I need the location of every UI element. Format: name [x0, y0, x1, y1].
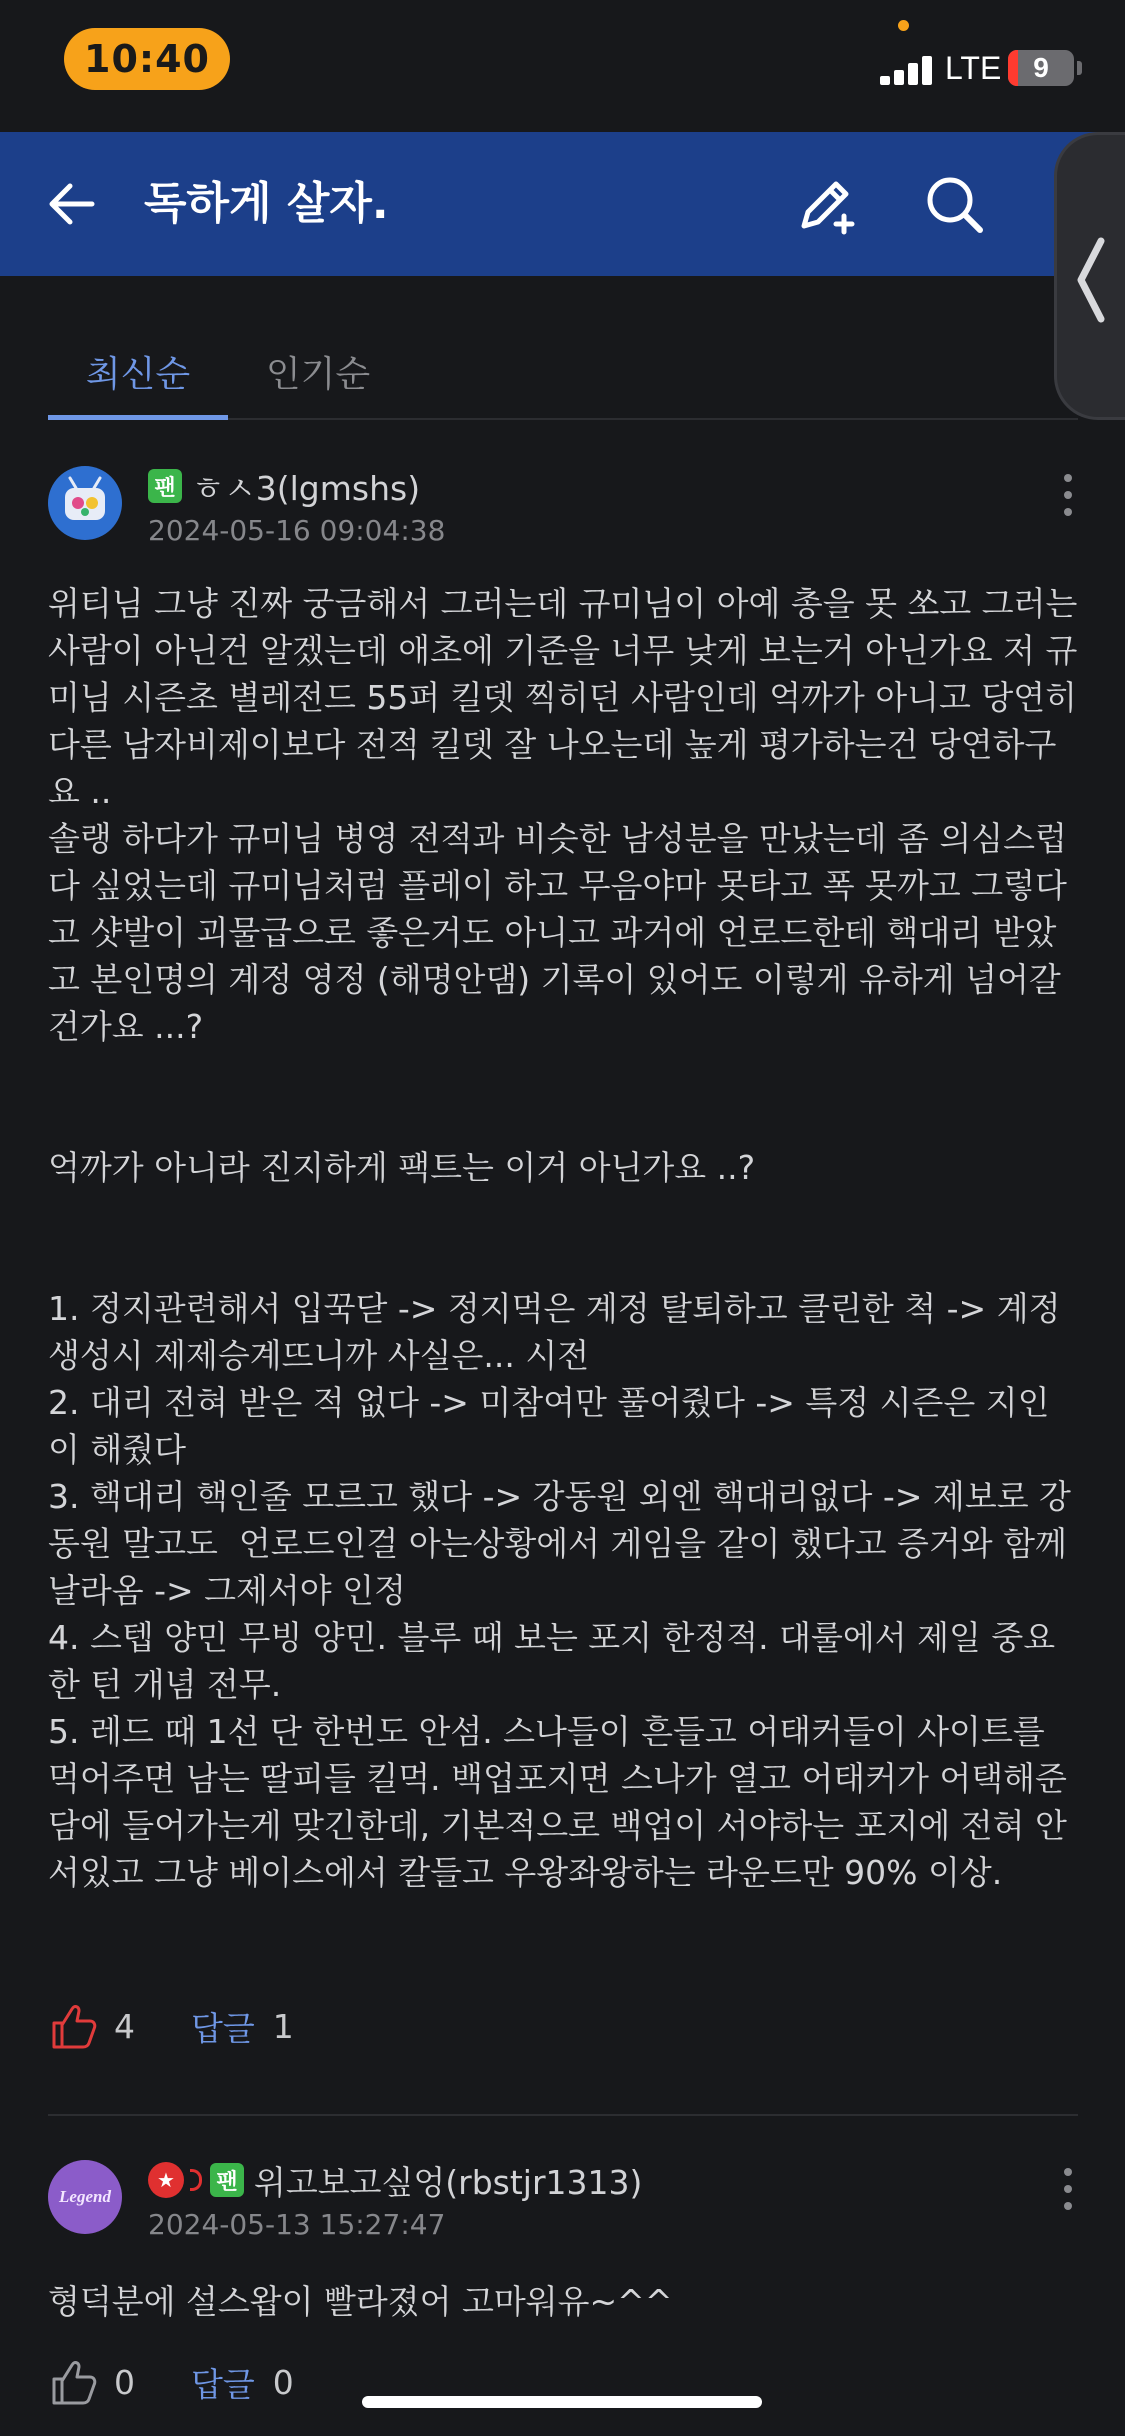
search-button[interactable] — [918, 168, 990, 240]
search-icon — [918, 168, 990, 240]
comment-text: 형덕분에 설스왑이 빨라졌어 고마워유~^^ — [48, 2282, 673, 2321]
comment-date: 2024-05-16 09:04:38 — [148, 514, 446, 547]
comment-item — [48, 2160, 1078, 2360]
reply-count: 1 — [272, 2006, 294, 2046]
reply-button[interactable]: 답글 — [191, 2008, 255, 2048]
page-title: 독하게 살자. — [144, 178, 389, 229]
cellular-signal-icon — [880, 55, 940, 85]
home-indicator[interactable] — [362, 2396, 762, 2408]
avatar[interactable] — [48, 2160, 122, 2234]
thumbs-up-icon[interactable] — [48, 2357, 98, 2407]
privacy-indicator-dot — [898, 20, 909, 31]
avatar[interactable] — [48, 466, 122, 540]
tab-popular[interactable]: 인기순 — [265, 354, 371, 395]
comment-actions — [48, 2354, 294, 2410]
app-header — [0, 132, 1125, 276]
reply-button[interactable]: 답글 — [191, 2364, 255, 2404]
thumbs-up-icon[interactable] — [48, 2001, 98, 2051]
more-options-button[interactable] — [1058, 474, 1078, 524]
avatar-legend-text: Legend — [59, 2187, 111, 2206]
like-count: 4 — [114, 2006, 135, 2046]
more-options-button[interactable] — [1058, 2168, 1078, 2218]
comment-author[interactable] — [148, 466, 420, 506]
arrow-left-icon — [40, 172, 104, 236]
username: ㅎㅅ3(lgmshs) — [192, 468, 421, 508]
pencil-plus-icon — [790, 168, 862, 240]
battery-level: 9 — [1033, 52, 1049, 83]
status-time: 10:40 — [64, 28, 230, 90]
cup-handle-icon — [190, 2169, 202, 2191]
tv-character-icon — [48, 466, 122, 540]
status-bar — [0, 0, 1125, 132]
chevron-left-icon — [1071, 235, 1111, 325]
fan-badge: 팬 — [210, 2163, 244, 2197]
network-type: LTE — [945, 50, 1002, 86]
star-badge-icon: ★ — [148, 2162, 184, 2198]
write-button[interactable] — [790, 168, 862, 240]
fan-badge: 팬 — [148, 469, 182, 503]
battery-tip — [1077, 61, 1082, 75]
sort-tabs — [48, 330, 1078, 420]
username: 위고보고싶엉(rbstjr1313) — [254, 2162, 643, 2202]
tab-latest[interactable]: 최신순 — [48, 346, 228, 420]
comment-text: 위티님 그냥 진짜 궁금해서 그러는데 규미님이 아예 총을 못 쏘고 그러는 사람이 아닌건 알겠는데 애초에 기준을 너무 낮게 보는거 아닌가요 저 규미님 시즌초 별레전드 55퍼 킬뎃 찍히던 사람인데 억까가 아니고 당연히 다른 남자비제이보다 전적 킬뎃 잘 나오는데 높게 평가하는건 당연하구요 .. 솔랭 하다가 규미님 병영 전적과 비슷한 남성분을 만났는데 좀 의심스럽다 싶었는데 규미님처럼 플레이 하고 무음야마 못타고 폭 못까고 그렇다고 샷발이 괴물급으로 좋은거도 아니고 과거에 언로드한테 핵대리 받았고 본인명의 계정 영정 (해명안댐) 기록이 있어도 이렇게 유하게 넘어갈건가요 ...? 억까가 아니라 진지하게 팩트는 이거 아닌가요 ..? 1. 정지관련해서 입꾹닫 -> 정지먹은 계정 탈퇴하고 클린한 척 -> 계정생성시 제제승계뜨니까 사실은... 시전 2. 대리 전혀 받은 적 없다 -> 미참여만 풀어줬다 -> 특정 시즌은 지인이 해줬다 3. 핵대리 핵인줄 모르고 했다 -> 강동원 외엔 핵대리없다 -> 제보로 강동원 말고도 언로드인걸 아는상황에서 게임을 같이 했다고 증거와 함께 날라옴 -> 그제서야 인정 4. 스텝 양민 무빙 양민. 블루 때 보는 포지 한정적. 대룰에서 제일 중요한 턴 개념 전무. 5. 레드 때 1선 단 한번도 안섬. 스나들이 흔들고 어태커들이 사이트를 먹어주면 남는 딸피들 킬먹. 백업포지면 스나가 열고 어태커가 어택해준담에 들어가는게 맞긴한데, 기본적으로 백업이 서야하는 포지에 전혀 안서있고 그냥 베이스에서 칼들고 우왕좌왕하는 라운드만 90% 이상. — [48, 584, 1078, 1892]
comment-date: 2024-05-13 15:27:47 — [148, 2208, 446, 2241]
comment-divider — [48, 2114, 1078, 2116]
reply-count: 0 — [272, 2362, 294, 2402]
like-count: 0 — [114, 2362, 135, 2402]
comment-author[interactable] — [148, 2160, 642, 2200]
comment-actions — [48, 1998, 294, 2054]
battery-icon — [1008, 50, 1074, 86]
back-button[interactable] — [40, 172, 104, 236]
